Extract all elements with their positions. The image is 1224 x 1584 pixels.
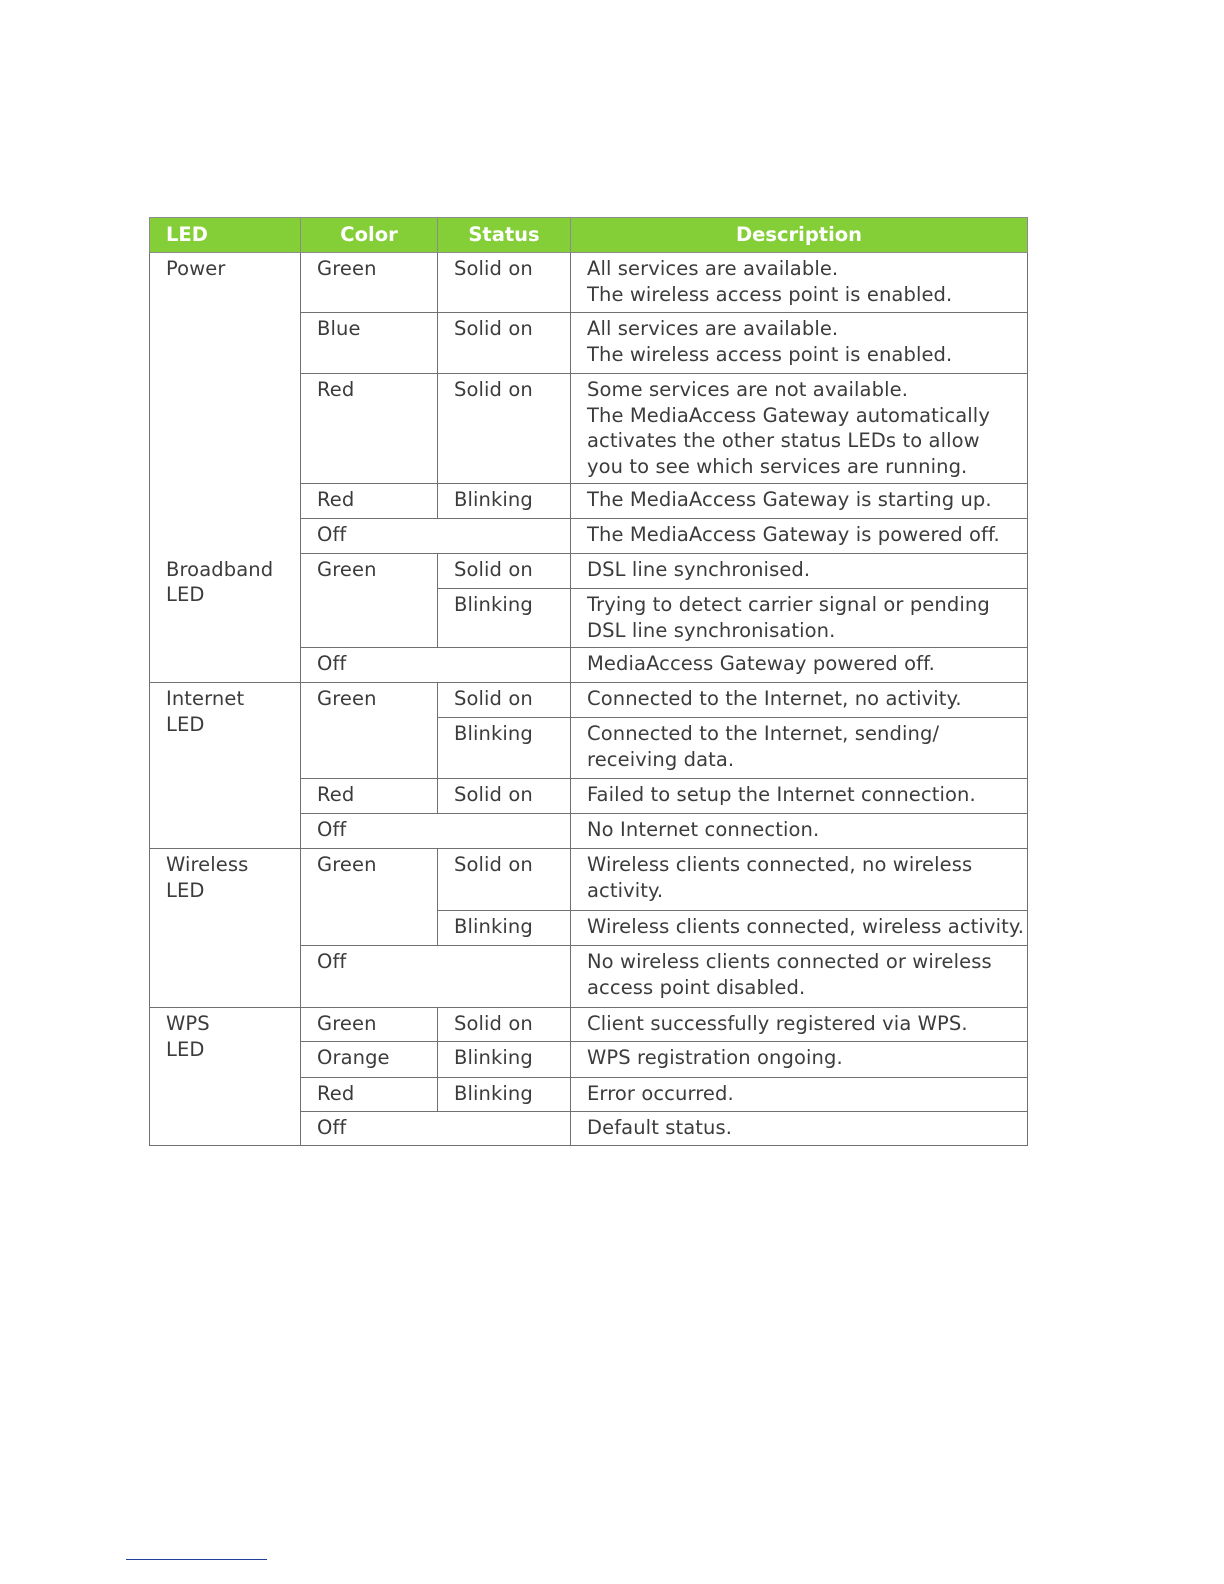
description-line: Connected to the Internet, no activity. [587,687,962,710]
table-row [150,683,1028,718]
header-color: Color [301,218,438,253]
description-cell [571,946,1028,1008]
status-cell: Blinking [438,1041,571,1077]
description-cell [571,1008,1028,1042]
description-line: The wireless access point is enabled. [587,342,953,366]
header-description: Description [571,218,1028,253]
color-cell: Green [301,253,438,313]
status-cell: Blinking [438,911,571,946]
description-cell [571,849,1028,911]
led-name: Wireless [166,853,249,876]
description-cell [571,589,1028,648]
table-row [150,253,1028,313]
description-cell [571,1077,1028,1111]
description-line: All services are available. [587,317,839,340]
description-line: MediaAccess Gateway powered off. [587,652,935,675]
status-cell: Solid on [438,779,571,814]
status-cell: Solid on [438,1008,571,1042]
color-cell: Green [301,683,438,779]
led-name: Broadband [166,557,274,581]
description-line: The MediaAccess Gateway is starting up. [587,488,992,511]
description-line: Client successfully registered via WPS. [587,1012,968,1035]
description-cell [571,253,1028,313]
color-cell: Red [301,1077,438,1111]
status-cell: Blinking [438,589,571,648]
description-cell [571,519,1028,554]
color-cell: Off [301,814,571,849]
color-cell: Red [301,374,438,484]
description-line: access point disabled. [587,975,806,999]
led-name: WPS [166,1012,210,1035]
color-cell: Red [301,484,438,519]
status-cell: Solid on [438,313,571,374]
description-line: receiving data. [587,747,735,771]
description-cell [571,484,1028,519]
table-row [150,849,1028,911]
description-cell [571,814,1028,849]
description-line: All services are available. [587,257,839,280]
description-line: WPS registration ongoing. [587,1045,843,1069]
description-line: Wireless clients connected, wireless activity. [587,915,1024,938]
led-name: Internet [166,687,245,710]
status-cell: Blinking [438,484,571,519]
description-line: Default status. [587,1115,733,1139]
description-cell [571,683,1028,718]
header-status: Status [438,218,571,253]
led-cell-broadband [150,554,301,683]
status-cell: Solid on [438,554,571,589]
led-name: LED [166,1037,205,1061]
color-cell: Green [301,1008,438,1042]
color-cell: Green [301,849,438,946]
description-cell [571,648,1028,683]
status-cell: Solid on [438,374,571,484]
description-line: activates the other status LEDs to allow [587,429,980,452]
description-line: The MediaAccess Gateway automatically [587,403,990,427]
description-line: The MediaAccess Gateway is powered off. [587,523,1000,546]
led-status-table [149,217,1028,1146]
color-cell: Orange [301,1041,438,1077]
description-line: DSL line synchronised. [587,558,811,581]
description-cell [571,374,1028,484]
description-line: Some services are not available. [587,378,908,401]
description-line: Error occurred. [587,1081,734,1105]
description-line: activity. [587,878,664,902]
led-cell-wireless [150,849,301,1008]
led-name: LED [166,712,205,736]
description-cell [571,1111,1028,1145]
color-cell: Green [301,554,438,648]
status-cell: Blinking [438,718,571,779]
led-cell-power [150,253,301,554]
description-line: Failed to setup the Internet connection. [587,783,976,806]
description-line: Connected to the Internet, sending/ [587,722,940,745]
description-line: Trying to detect carrier signal or pending [587,593,990,616]
status-cell: Solid on [438,849,571,911]
description-line: you to see which services are running. [587,454,968,478]
description-cell [571,911,1028,946]
led-name: Power [166,257,226,280]
color-cell: Red [301,779,438,814]
description-cell [571,1041,1028,1077]
status-cell: Solid on [438,253,571,313]
description-line: Wireless clients connected, no wireless [587,853,973,876]
table-header-row [150,218,1028,253]
status-cell: Solid on [438,683,571,718]
description-line: No wireless clients connected or wireless [587,950,992,973]
status-cell: Blinking [438,1077,571,1111]
footer-divider [126,1559,267,1560]
description-line: DSL line synchronisation. [587,618,836,642]
header-led: LED [150,218,301,253]
description-cell [571,313,1028,374]
description-line: The wireless access point is enabled. [587,282,953,306]
color-cell: Off [301,946,571,1008]
color-cell: Blue [301,313,438,374]
led-cell-internet [150,683,301,849]
description-cell [571,718,1028,779]
table-row [150,1008,1028,1042]
color-cell: Off [301,519,571,554]
table-row [150,554,1028,589]
color-cell: Off [301,648,571,683]
description-line: No Internet connection. [587,818,820,841]
description-cell [571,779,1028,814]
led-name: LED [166,583,205,606]
led-cell-wps [150,1008,301,1146]
description-cell [571,554,1028,589]
led-name: LED [166,878,205,902]
color-cell: Off [301,1111,571,1145]
